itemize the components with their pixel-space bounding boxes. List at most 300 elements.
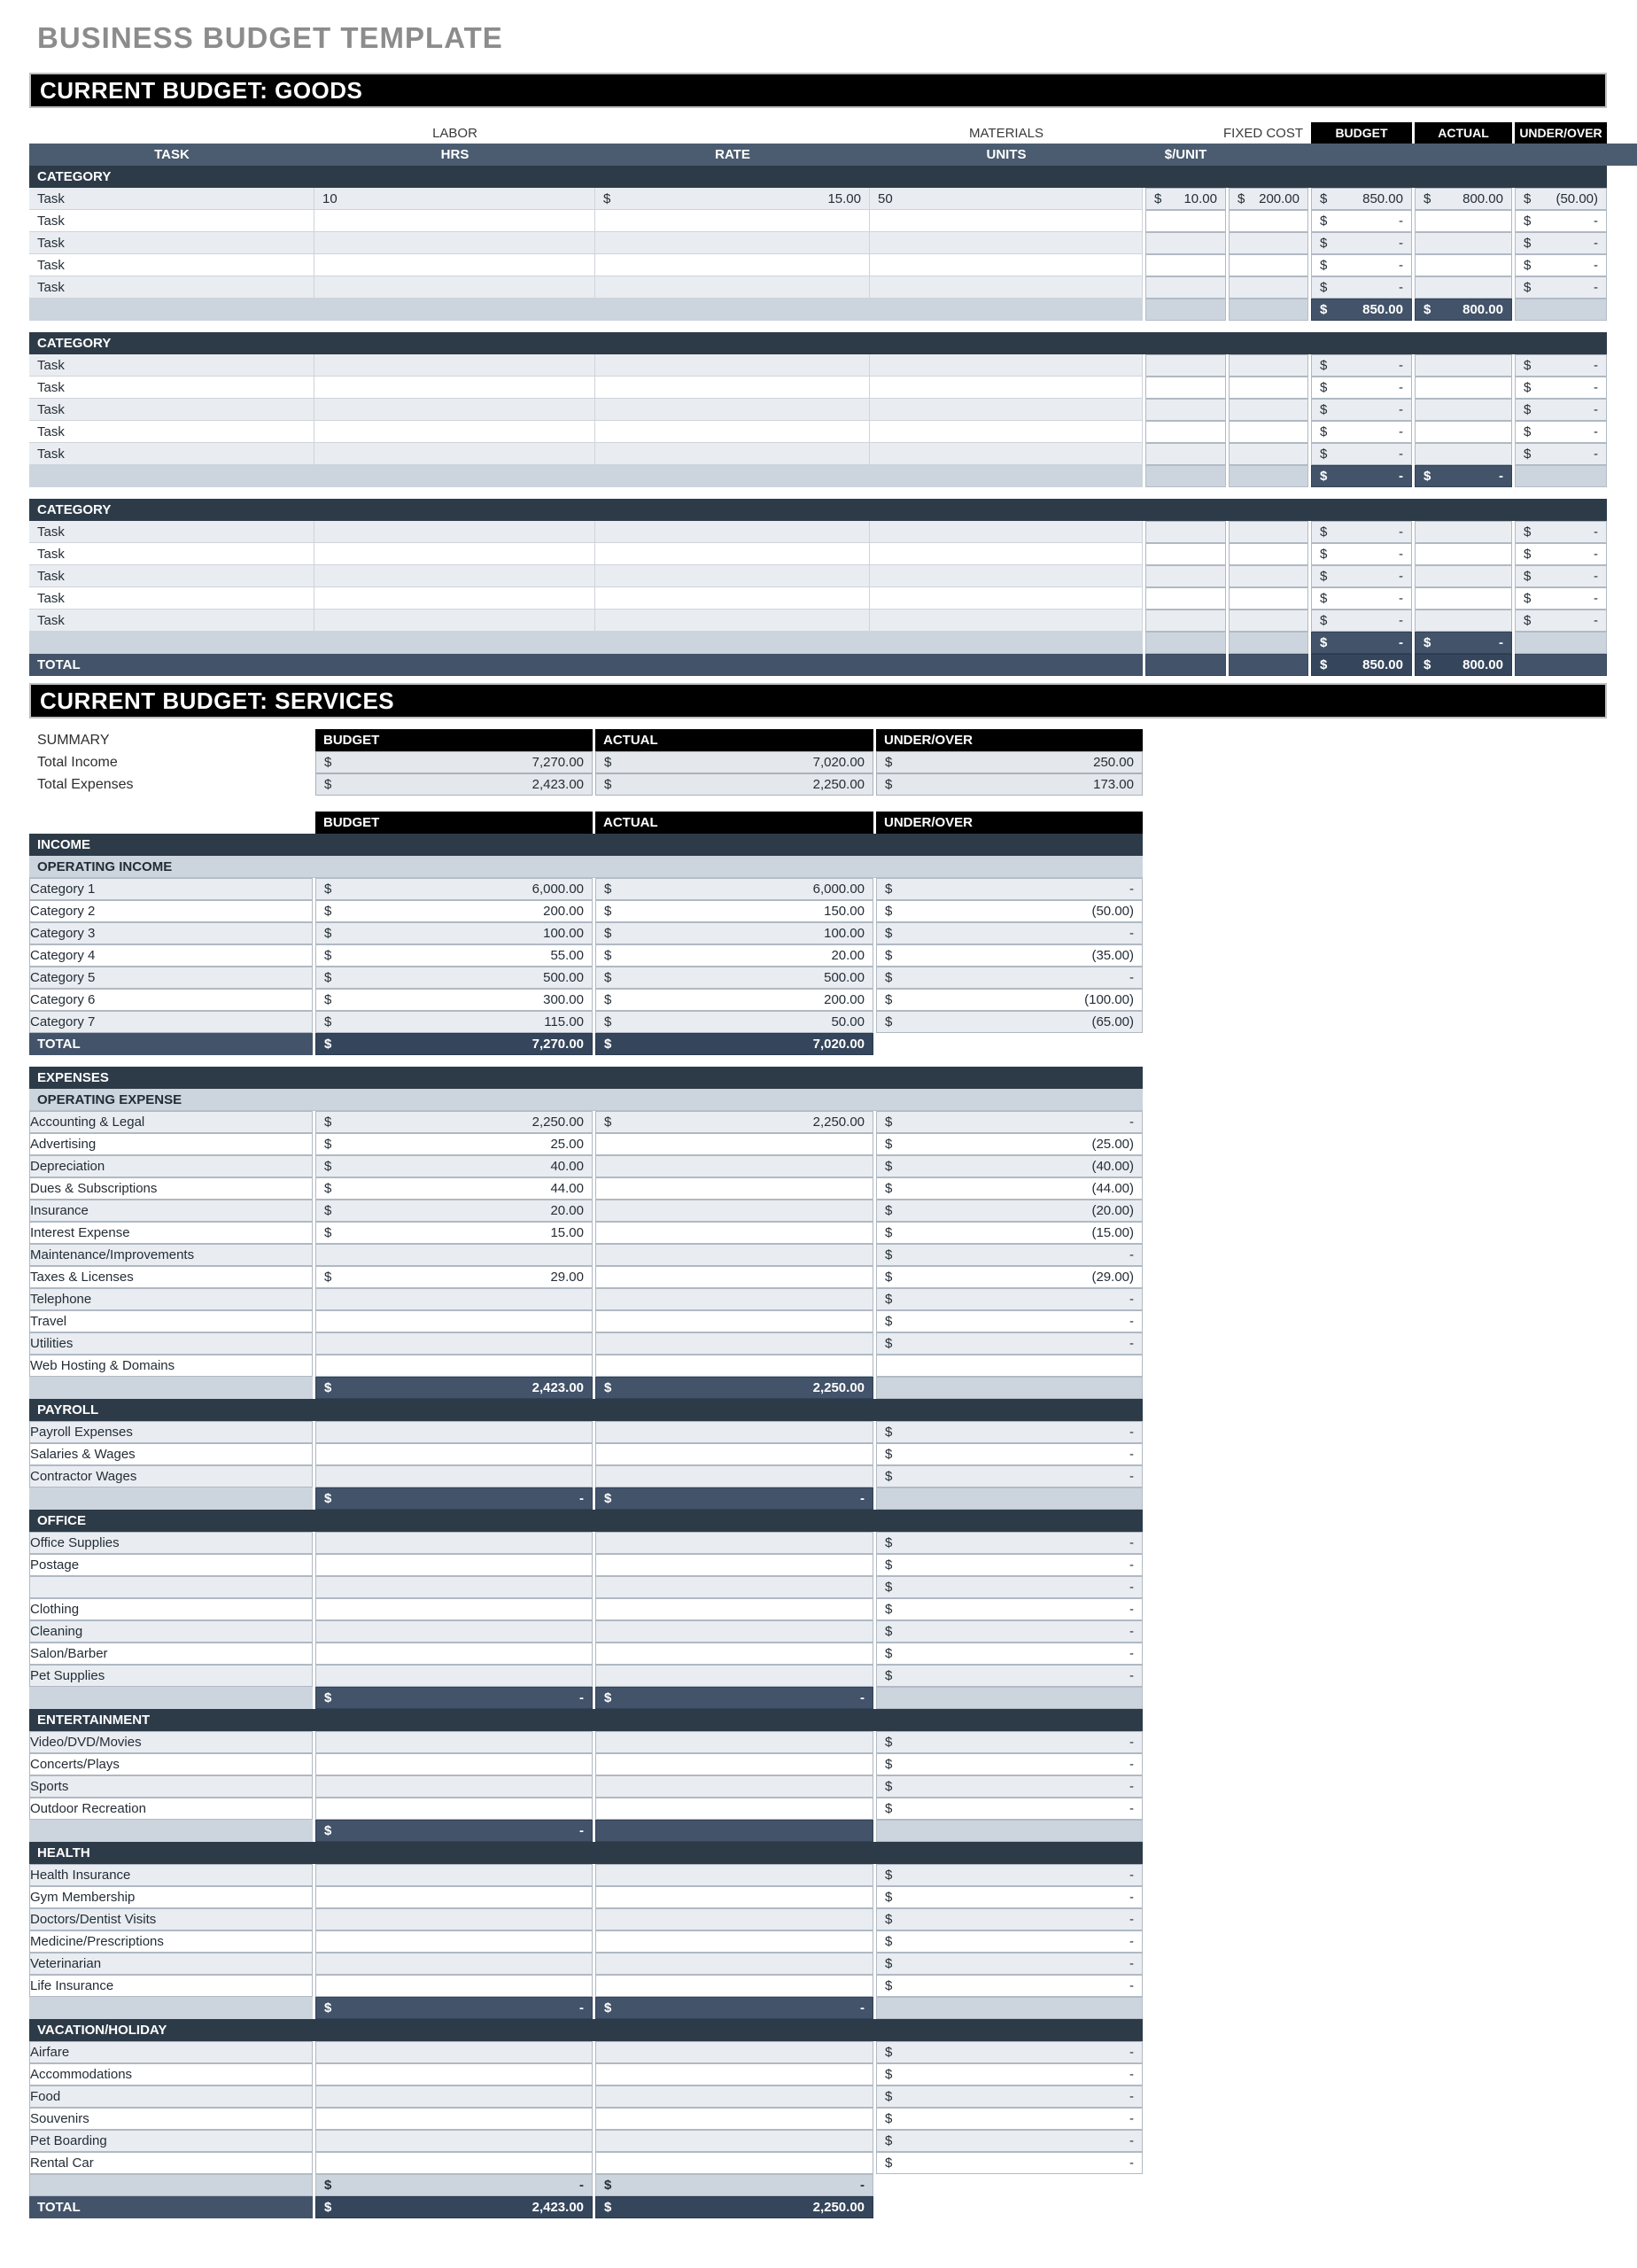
row-label-cell[interactable]: Insurance <box>29 1200 313 1222</box>
budget-cell[interactable] <box>315 1200 593 1222</box>
task-name-cell[interactable]: Task <box>29 232 314 254</box>
task-name-cell[interactable]: Task <box>29 188 314 210</box>
budget-cell[interactable] <box>315 1665 593 1687</box>
under-over-cell[interactable] <box>876 1554 1143 1576</box>
budget-cell[interactable] <box>315 967 593 989</box>
units-cell[interactable] <box>870 210 1143 232</box>
budget-cell[interactable] <box>315 1532 593 1554</box>
actual-cell[interactable] <box>595 878 873 900</box>
budget-cell[interactable] <box>315 2152 593 2174</box>
under-over-cell[interactable] <box>876 1753 1143 1775</box>
under-over-cell[interactable] <box>876 1332 1143 1355</box>
row-label-cell[interactable]: Category 1 <box>29 878 313 900</box>
under-over-cell[interactable] <box>1515 254 1607 276</box>
row-label-cell[interactable]: Contractor Wages <box>29 1465 313 1487</box>
budget-cell[interactable] <box>315 1443 593 1465</box>
row-label-cell[interactable]: Postage <box>29 1554 313 1576</box>
actual-cell[interactable] <box>1415 610 1512 632</box>
unit-cost-cell[interactable] <box>1145 565 1226 587</box>
rate-cell[interactable] <box>595 521 870 543</box>
rate-cell[interactable] <box>595 610 870 632</box>
actual-cell[interactable] <box>595 1665 873 1687</box>
row-label-cell[interactable]: Rental Car <box>29 2152 313 2174</box>
actual-cell[interactable] <box>595 944 873 967</box>
hrs-cell[interactable] <box>314 276 595 299</box>
under-over-cell[interactable] <box>876 1465 1143 1487</box>
task-name-cell[interactable]: Task <box>29 399 314 421</box>
fixed-cost-cell[interactable] <box>1229 188 1308 210</box>
row-label-cell[interactable]: Category 7 <box>29 1011 313 1033</box>
units-cell[interactable] <box>870 565 1143 587</box>
budget-cell[interactable] <box>315 1332 593 1355</box>
under-over-cell[interactable] <box>1515 399 1607 421</box>
actual-cell[interactable] <box>595 2152 873 2174</box>
under-over-cell[interactable] <box>876 1908 1143 1930</box>
task-name-cell[interactable]: Task <box>29 565 314 587</box>
under-over-cell[interactable] <box>876 989 1143 1011</box>
rate-cell[interactable] <box>595 276 870 299</box>
budget-cell[interactable] <box>315 900 593 922</box>
under-over-cell[interactable] <box>876 1288 1143 1310</box>
under-over-cell[interactable] <box>876 2041 1143 2063</box>
actual-cell[interactable] <box>1415 587 1512 610</box>
unit-cost-cell[interactable] <box>1145 377 1226 399</box>
budget-cell[interactable] <box>1311 399 1412 421</box>
under-over-cell[interactable] <box>876 1864 1143 1886</box>
hrs-cell[interactable] <box>314 565 595 587</box>
actual-cell[interactable] <box>595 1443 873 1465</box>
budget-cell[interactable] <box>315 922 593 944</box>
row-label-cell[interactable]: Telephone <box>29 1288 313 1310</box>
row-label-cell[interactable]: Dues & Subscriptions <box>29 1177 313 1200</box>
budget-cell[interactable] <box>315 1288 593 1310</box>
budget-cell[interactable] <box>315 1266 593 1288</box>
under-over-cell[interactable] <box>876 1421 1143 1443</box>
row-label-cell[interactable]: Office Supplies <box>29 1532 313 1554</box>
unit-cost-cell[interactable] <box>1145 587 1226 610</box>
under-over-cell[interactable] <box>876 1266 1143 1288</box>
actual-cell[interactable] <box>1415 399 1512 421</box>
actual-cell[interactable] <box>595 1908 873 1930</box>
under-over-cell[interactable] <box>876 1731 1143 1753</box>
units-cell[interactable] <box>870 421 1143 443</box>
actual-cell[interactable] <box>595 1355 873 1377</box>
unit-cost-cell[interactable] <box>1145 210 1226 232</box>
actual-cell[interactable] <box>595 1244 873 1266</box>
under-over-cell[interactable] <box>876 1775 1143 1798</box>
units-cell[interactable] <box>870 610 1143 632</box>
task-name-cell[interactable]: Task <box>29 543 314 565</box>
actual-cell[interactable] <box>1415 276 1512 299</box>
row-label-cell[interactable]: Video/DVD/Movies <box>29 1731 313 1753</box>
under-over-cell[interactable] <box>1515 210 1607 232</box>
hrs-cell[interactable] <box>314 254 595 276</box>
units-cell[interactable] <box>870 587 1143 610</box>
budget-cell[interactable] <box>1311 421 1412 443</box>
hrs-cell[interactable] <box>314 421 595 443</box>
actual-cell[interactable] <box>595 1200 873 1222</box>
budget-cell[interactable] <box>315 1421 593 1443</box>
budget-cell[interactable] <box>315 1554 593 1576</box>
row-label-cell[interactable]: Travel <box>29 1310 313 1332</box>
unit-cost-cell[interactable] <box>1145 610 1226 632</box>
actual-cell[interactable] <box>595 967 873 989</box>
under-over-cell[interactable] <box>876 1155 1143 1177</box>
task-name-cell[interactable]: Task <box>29 610 314 632</box>
rate-cell[interactable] <box>595 188 870 210</box>
task-name-cell[interactable]: Task <box>29 521 314 543</box>
row-label-cell[interactable]: Category 5 <box>29 967 313 989</box>
hrs-cell[interactable] <box>314 210 595 232</box>
under-over-cell[interactable] <box>876 2130 1143 2152</box>
budget-cell[interactable] <box>315 1620 593 1643</box>
under-over-cell[interactable] <box>876 900 1143 922</box>
units-cell[interactable]: 50 <box>870 188 1143 210</box>
rate-cell[interactable] <box>595 232 870 254</box>
budget-cell[interactable] <box>315 1930 593 1953</box>
row-label-cell[interactable]: Payroll Expenses <box>29 1421 313 1443</box>
under-over-cell[interactable] <box>876 1443 1143 1465</box>
under-over-cell[interactable] <box>876 1222 1143 1244</box>
budget-cell[interactable] <box>1311 543 1412 565</box>
budget-cell[interactable] <box>315 1133 593 1155</box>
actual-cell[interactable] <box>1415 565 1512 587</box>
actual-cell[interactable] <box>595 1798 873 1820</box>
budget-cell[interactable] <box>1311 354 1412 377</box>
budget-cell[interactable] <box>315 878 593 900</box>
under-over-cell[interactable] <box>876 1355 1143 1377</box>
fixed-cost-cell[interactable] <box>1229 399 1308 421</box>
rate-cell[interactable] <box>595 377 870 399</box>
task-name-cell[interactable]: Task <box>29 421 314 443</box>
actual-cell[interactable] <box>1415 188 1512 210</box>
row-label-cell[interactable]: Category 6 <box>29 989 313 1011</box>
under-over-cell[interactable] <box>876 1620 1143 1643</box>
fixed-cost-cell[interactable] <box>1229 276 1308 299</box>
hrs-cell[interactable] <box>314 587 595 610</box>
under-over-cell[interactable] <box>1515 377 1607 399</box>
actual-cell[interactable] <box>1415 232 1512 254</box>
budget-cell[interactable] <box>1311 587 1412 610</box>
under-over-cell[interactable] <box>876 1598 1143 1620</box>
budget-cell[interactable] <box>315 1244 593 1266</box>
fixed-cost-cell[interactable] <box>1229 421 1308 443</box>
budget-cell[interactable] <box>315 1864 593 1886</box>
task-name-cell[interactable]: Task <box>29 254 314 276</box>
budget-cell[interactable] <box>1311 610 1412 632</box>
under-over-cell[interactable] <box>876 1532 1143 1554</box>
under-over-cell[interactable] <box>1515 354 1607 377</box>
row-label-cell[interactable]: Accommodations <box>29 2063 313 2085</box>
task-name-cell[interactable]: Task <box>29 377 314 399</box>
units-cell[interactable] <box>870 354 1143 377</box>
hrs-cell[interactable]: 10 <box>314 188 595 210</box>
actual-cell[interactable] <box>595 1133 873 1155</box>
budget-cell[interactable] <box>315 1155 593 1177</box>
row-label-cell[interactable] <box>29 1576 313 1598</box>
budget-cell[interactable] <box>315 2085 593 2108</box>
fixed-cost-cell[interactable] <box>1229 354 1308 377</box>
rate-cell[interactable] <box>595 587 870 610</box>
under-over-cell[interactable] <box>876 922 1143 944</box>
row-label-cell[interactable]: Medicine/Prescriptions <box>29 1930 313 1953</box>
budget-cell[interactable] <box>315 1011 593 1033</box>
rate-cell[interactable] <box>595 443 870 465</box>
row-label-cell[interactable]: Salon/Barber <box>29 1643 313 1665</box>
fixed-cost-cell[interactable] <box>1229 377 1308 399</box>
rate-cell[interactable] <box>595 210 870 232</box>
budget-cell[interactable] <box>1311 377 1412 399</box>
actual-cell[interactable] <box>595 1620 873 1643</box>
hrs-cell[interactable] <box>314 399 595 421</box>
under-over-cell[interactable] <box>876 1133 1143 1155</box>
under-over-cell[interactable] <box>1515 276 1607 299</box>
actual-cell[interactable] <box>595 2108 873 2130</box>
unit-cost-cell[interactable] <box>1145 543 1226 565</box>
actual-cell[interactable] <box>595 1532 873 1554</box>
actual-cell[interactable] <box>595 1465 873 1487</box>
unit-cost-cell[interactable] <box>1145 443 1226 465</box>
budget-cell[interactable] <box>315 2130 593 2152</box>
units-cell[interactable] <box>870 399 1143 421</box>
row-label-cell[interactable]: Life Insurance <box>29 1975 313 1997</box>
rate-cell[interactable] <box>595 399 870 421</box>
row-label-cell[interactable]: Clothing <box>29 1598 313 1620</box>
under-over-cell[interactable] <box>876 1798 1143 1820</box>
budget-cell[interactable] <box>315 1177 593 1200</box>
row-label-cell[interactable]: Cleaning <box>29 1620 313 1643</box>
actual-cell[interactable] <box>595 1111 873 1133</box>
actual-cell[interactable] <box>1415 421 1512 443</box>
hrs-cell[interactable] <box>314 521 595 543</box>
actual-cell[interactable] <box>595 1421 873 1443</box>
actual-cell[interactable] <box>595 1643 873 1665</box>
budget-cell[interactable] <box>315 1753 593 1775</box>
row-label-cell[interactable]: Utilities <box>29 1332 313 1355</box>
fixed-cost-cell[interactable] <box>1229 232 1308 254</box>
budget-cell[interactable] <box>315 1798 593 1820</box>
units-cell[interactable] <box>870 521 1143 543</box>
fixed-cost-cell[interactable] <box>1229 610 1308 632</box>
budget-cell[interactable] <box>1311 565 1412 587</box>
under-over-cell[interactable] <box>1515 565 1607 587</box>
budget-cell[interactable] <box>315 989 593 1011</box>
actual-cell[interactable] <box>595 2041 873 2063</box>
actual-cell[interactable] <box>1415 443 1512 465</box>
row-label-cell[interactable]: Souvenirs <box>29 2108 313 2130</box>
unit-cost-cell[interactable] <box>1145 188 1226 210</box>
under-over-cell[interactable] <box>1515 543 1607 565</box>
row-label-cell[interactable]: Depreciation <box>29 1155 313 1177</box>
under-over-cell[interactable] <box>1515 443 1607 465</box>
row-label-cell[interactable]: Sports <box>29 1775 313 1798</box>
actual-cell[interactable] <box>595 1930 873 1953</box>
task-name-cell[interactable]: Task <box>29 276 314 299</box>
actual-cell[interactable] <box>1415 354 1512 377</box>
under-over-cell[interactable] <box>876 967 1143 989</box>
actual-cell[interactable] <box>595 1554 873 1576</box>
under-over-cell[interactable] <box>876 1643 1143 1665</box>
under-over-cell[interactable] <box>876 944 1143 967</box>
under-over-cell[interactable] <box>876 1665 1143 1687</box>
actual-cell[interactable] <box>595 1576 873 1598</box>
under-over-cell[interactable] <box>876 2085 1143 2108</box>
under-over-cell[interactable] <box>876 878 1143 900</box>
actual-cell[interactable] <box>1415 254 1512 276</box>
actual-cell[interactable] <box>595 1598 873 1620</box>
under-over-cell[interactable] <box>1515 421 1607 443</box>
actual-cell[interactable] <box>595 1011 873 1033</box>
actual-cell[interactable] <box>595 1975 873 1997</box>
actual-cell[interactable] <box>595 1177 873 1200</box>
row-label-cell[interactable]: Food <box>29 2085 313 2108</box>
under-over-cell[interactable] <box>876 2108 1143 2130</box>
hrs-cell[interactable] <box>314 610 595 632</box>
fixed-cost-cell[interactable] <box>1229 587 1308 610</box>
under-over-cell[interactable] <box>876 1111 1143 1133</box>
actual-cell[interactable] <box>595 2063 873 2085</box>
hrs-cell[interactable] <box>314 543 595 565</box>
fixed-cost-cell[interactable] <box>1229 543 1308 565</box>
budget-cell[interactable] <box>1311 188 1412 210</box>
row-label-cell[interactable]: Gym Membership <box>29 1886 313 1908</box>
budget-cell[interactable] <box>315 1908 593 1930</box>
units-cell[interactable] <box>870 232 1143 254</box>
task-name-cell[interactable]: Task <box>29 443 314 465</box>
row-label-cell[interactable]: Pet Supplies <box>29 1665 313 1687</box>
actual-cell[interactable] <box>595 1310 873 1332</box>
actual-cell[interactable] <box>1415 210 1512 232</box>
under-over-cell[interactable] <box>1515 521 1607 543</box>
budget-cell[interactable] <box>315 1598 593 1620</box>
budget-cell[interactable] <box>315 2108 593 2130</box>
actual-cell[interactable] <box>595 1953 873 1975</box>
actual-cell[interactable] <box>595 1731 873 1753</box>
actual-cell[interactable] <box>1415 543 1512 565</box>
rate-cell[interactable] <box>595 254 870 276</box>
fixed-cost-cell[interactable] <box>1229 443 1308 465</box>
hrs-cell[interactable] <box>314 354 595 377</box>
actual-cell[interactable] <box>595 1266 873 1288</box>
rate-cell[interactable] <box>595 421 870 443</box>
budget-cell[interactable] <box>315 944 593 967</box>
under-over-cell[interactable] <box>876 1177 1143 1200</box>
budget-cell[interactable] <box>315 1886 593 1908</box>
actual-cell[interactable] <box>595 1332 873 1355</box>
budget-cell[interactable] <box>315 1975 593 1997</box>
rate-cell[interactable] <box>595 354 870 377</box>
budget-cell[interactable] <box>1311 254 1412 276</box>
budget-cell[interactable] <box>315 1355 593 1377</box>
budget-cell[interactable] <box>1311 232 1412 254</box>
row-label-cell[interactable]: Category 2 <box>29 900 313 922</box>
actual-cell[interactable] <box>595 2130 873 2152</box>
actual-cell[interactable] <box>1415 521 1512 543</box>
rate-cell[interactable] <box>595 565 870 587</box>
units-cell[interactable] <box>870 377 1143 399</box>
row-label-cell[interactable]: Maintenance/Improvements <box>29 1244 313 1266</box>
actual-cell[interactable] <box>595 1222 873 1244</box>
actual-cell[interactable] <box>595 900 873 922</box>
actual-cell[interactable] <box>595 1288 873 1310</box>
under-over-cell[interactable] <box>1515 587 1607 610</box>
row-label-cell[interactable]: Category 3 <box>29 922 313 944</box>
units-cell[interactable] <box>870 543 1143 565</box>
row-label-cell[interactable]: Concerts/Plays <box>29 1753 313 1775</box>
under-over-cell[interactable] <box>876 1200 1143 1222</box>
budget-cell[interactable] <box>1311 210 1412 232</box>
task-name-cell[interactable]: Task <box>29 587 314 610</box>
actual-cell[interactable] <box>595 1886 873 1908</box>
budget-cell[interactable] <box>315 1465 593 1487</box>
actual-cell[interactable] <box>1415 377 1512 399</box>
budget-cell[interactable] <box>315 1953 593 1975</box>
budget-cell[interactable] <box>315 2063 593 2085</box>
actual-cell[interactable] <box>595 922 873 944</box>
unit-cost-cell[interactable] <box>1145 354 1226 377</box>
budget-cell[interactable] <box>315 1310 593 1332</box>
budget-cell[interactable] <box>1311 443 1412 465</box>
row-label-cell[interactable]: Category 4 <box>29 944 313 967</box>
fixed-cost-cell[interactable] <box>1229 210 1308 232</box>
under-over-cell[interactable] <box>876 2152 1143 2174</box>
row-label-cell[interactable]: Outdoor Recreation <box>29 1798 313 1820</box>
row-label-cell[interactable]: Taxes & Licenses <box>29 1266 313 1288</box>
unit-cost-cell[interactable] <box>1145 276 1226 299</box>
row-label-cell[interactable]: Salaries & Wages <box>29 1443 313 1465</box>
budget-cell[interactable] <box>315 1731 593 1753</box>
under-over-cell[interactable] <box>876 1244 1143 1266</box>
under-over-cell[interactable] <box>1515 188 1607 210</box>
actual-cell[interactable] <box>595 1775 873 1798</box>
unit-cost-cell[interactable] <box>1145 254 1226 276</box>
fixed-cost-cell[interactable] <box>1229 254 1308 276</box>
units-cell[interactable] <box>870 254 1143 276</box>
row-label-cell[interactable]: Web Hosting & Domains <box>29 1355 313 1377</box>
budget-cell[interactable] <box>315 1222 593 1244</box>
actual-cell[interactable] <box>595 2085 873 2108</box>
actual-cell[interactable] <box>595 989 873 1011</box>
under-over-cell[interactable] <box>1515 232 1607 254</box>
fixed-cost-cell[interactable] <box>1229 521 1308 543</box>
hrs-cell[interactable] <box>314 443 595 465</box>
row-label-cell[interactable]: Airfare <box>29 2041 313 2063</box>
task-name-cell[interactable]: Task <box>29 354 314 377</box>
under-over-cell[interactable] <box>876 1011 1143 1033</box>
budget-cell[interactable] <box>1311 276 1412 299</box>
budget-cell[interactable] <box>315 2041 593 2063</box>
unit-cost-cell[interactable] <box>1145 399 1226 421</box>
under-over-cell[interactable] <box>876 1886 1143 1908</box>
rate-cell[interactable] <box>595 543 870 565</box>
actual-cell[interactable] <box>595 1753 873 1775</box>
row-label-cell[interactable]: Pet Boarding <box>29 2130 313 2152</box>
budget-cell[interactable] <box>315 1576 593 1598</box>
units-cell[interactable] <box>870 276 1143 299</box>
task-name-cell[interactable]: Task <box>29 210 314 232</box>
row-label-cell[interactable]: Interest Expense <box>29 1222 313 1244</box>
under-over-cell[interactable] <box>876 1930 1143 1953</box>
under-over-cell[interactable] <box>876 1310 1143 1332</box>
under-over-cell[interactable] <box>876 1975 1143 1997</box>
actual-cell[interactable] <box>595 1864 873 1886</box>
hrs-cell[interactable] <box>314 232 595 254</box>
row-label-cell[interactable]: Veterinarian <box>29 1953 313 1975</box>
fixed-cost-cell[interactable] <box>1229 565 1308 587</box>
under-over-cell[interactable] <box>876 2063 1143 2085</box>
under-over-cell[interactable] <box>876 1953 1143 1975</box>
under-over-cell[interactable] <box>1515 610 1607 632</box>
